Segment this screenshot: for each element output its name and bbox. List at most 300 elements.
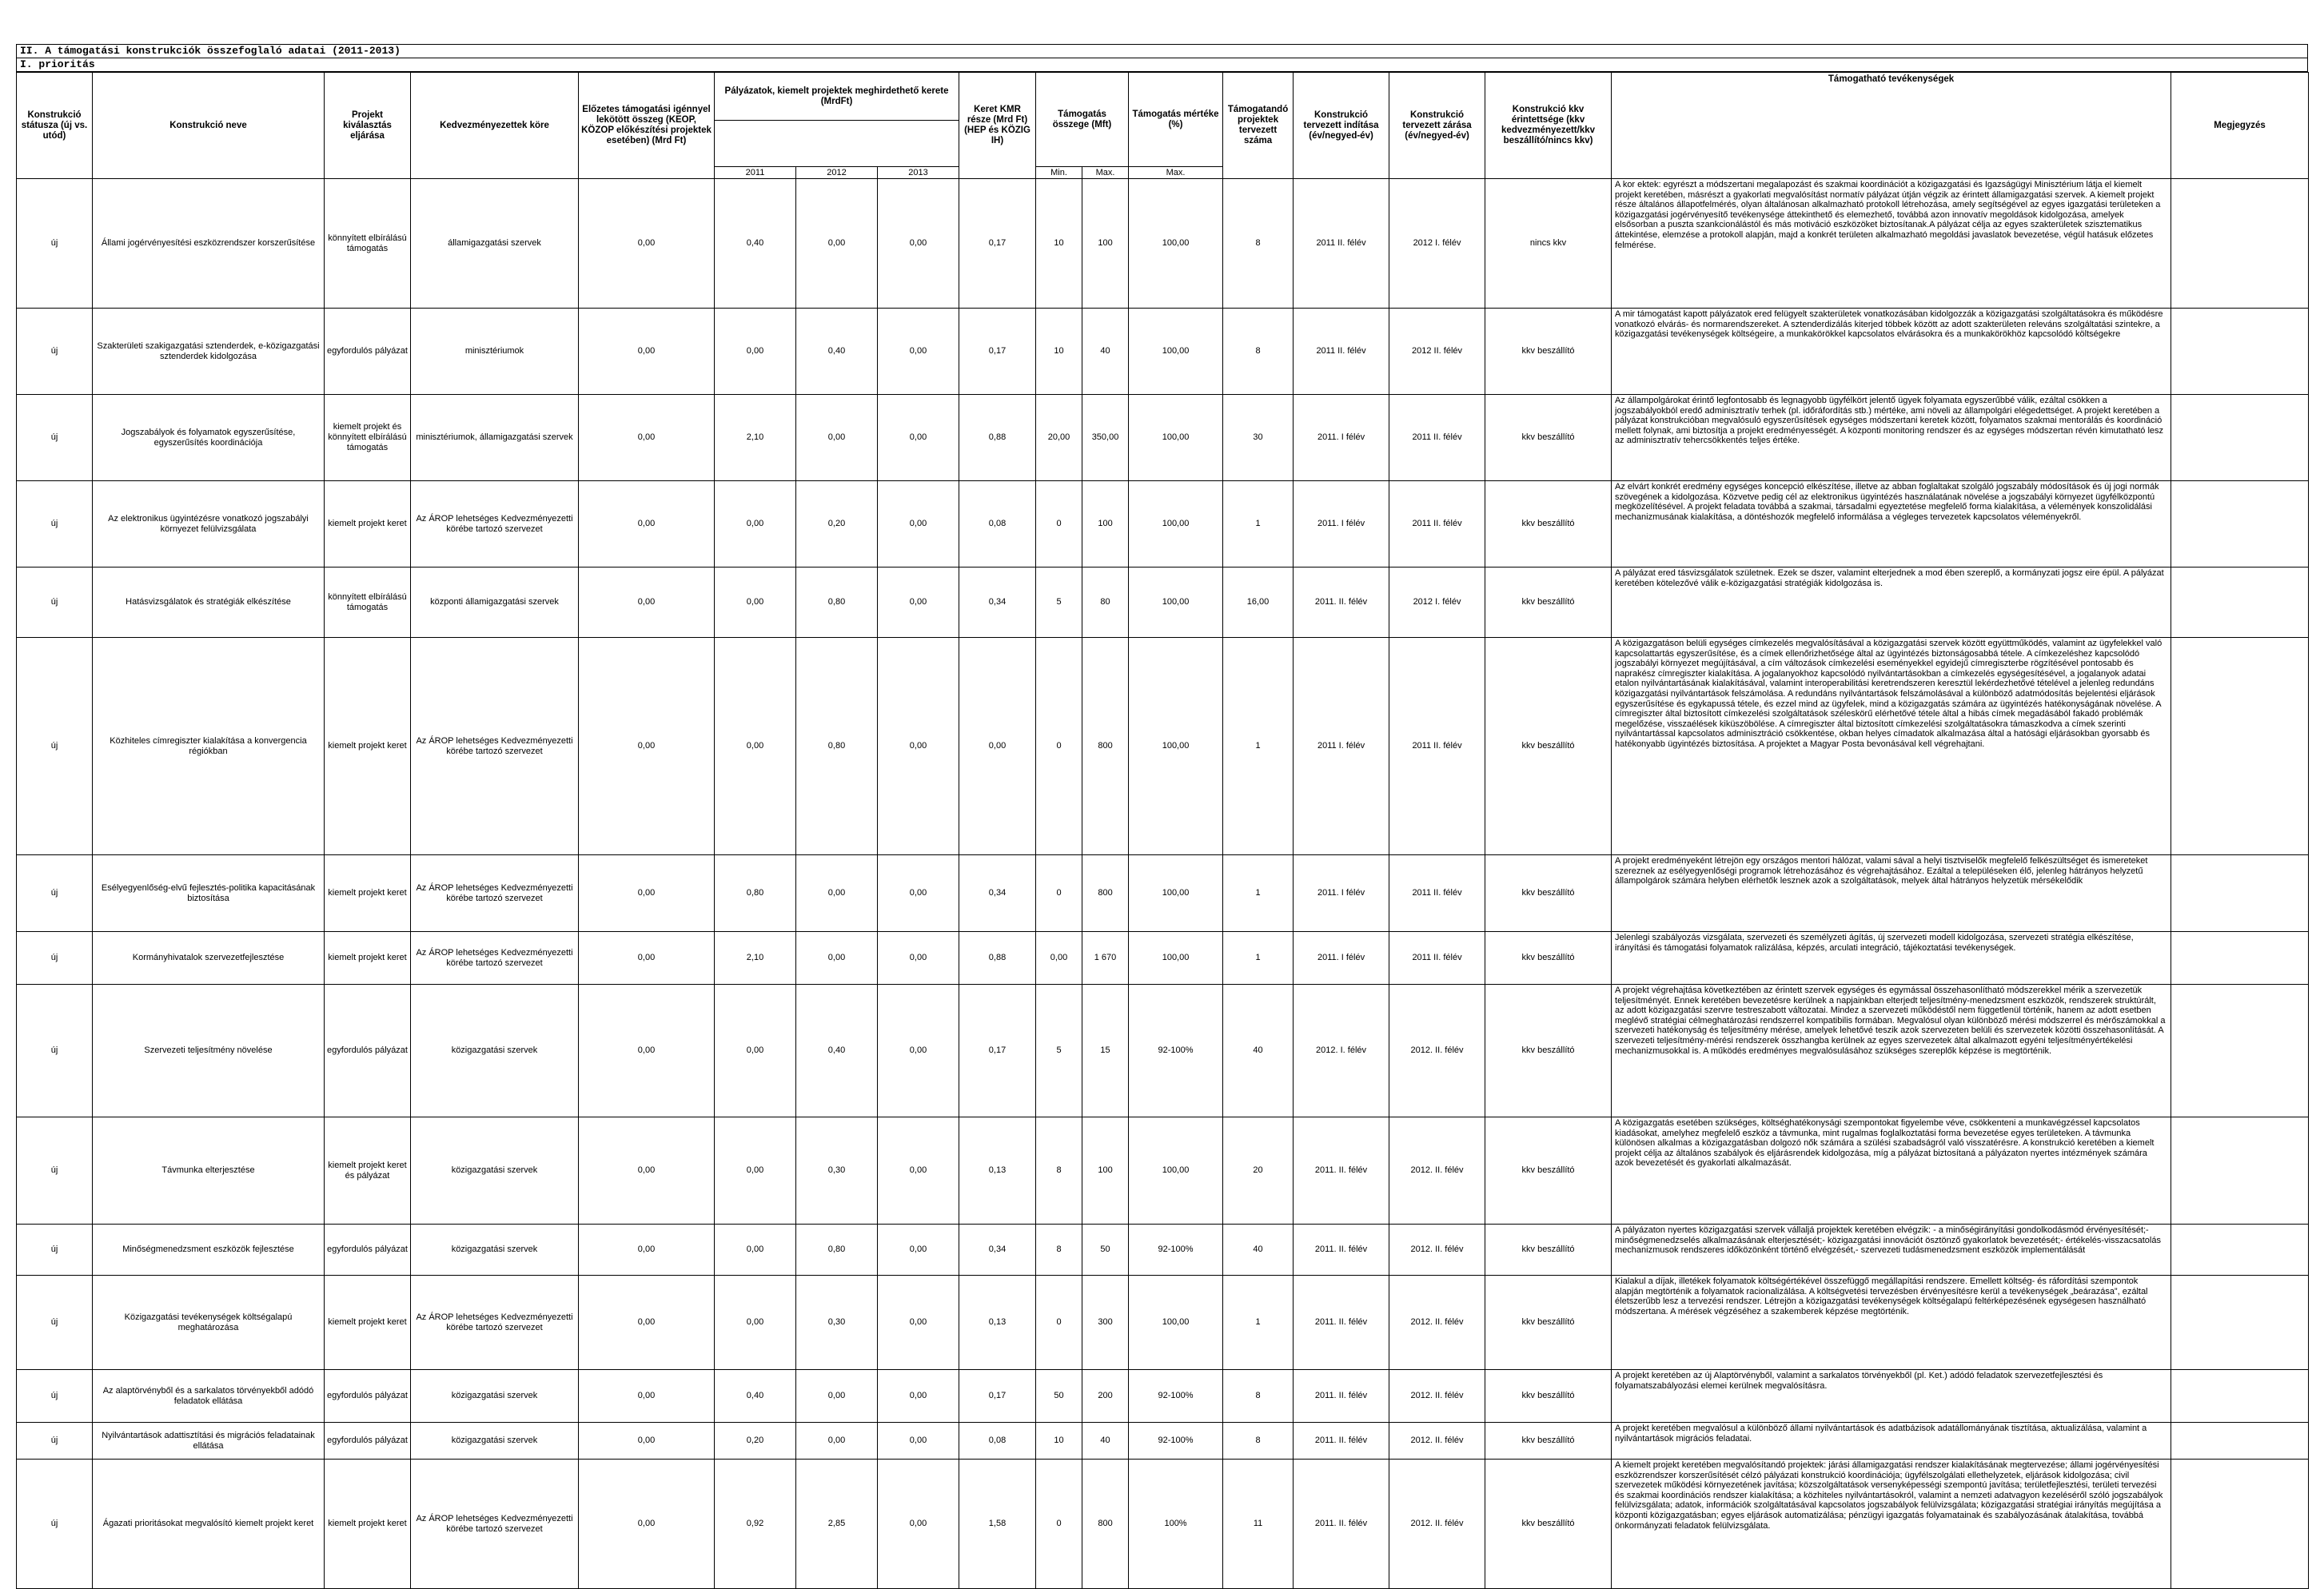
beneficiaries-cell: minisztériumok <box>411 309 579 395</box>
support-min-cell: 10 <box>1036 1423 1082 1460</box>
status-cell: új <box>17 481 93 568</box>
support-min-cell: 10 <box>1036 179 1082 309</box>
closing-cell: 2011 II. félév <box>1389 932 1485 985</box>
col-prior-commitment-header: Előzetes támogatási igénnyel lekötött összeg (KEOP, KÖZOP előkészítési projektek esetében) (Mrd Ft) <box>579 73 715 179</box>
kkv-cell: kkv beszállító <box>1485 395 1612 481</box>
selection-cell: kiemelt projekt keret <box>325 1460 411 1589</box>
prior-commitment-cell: 0,00 <box>579 1276 715 1370</box>
kkv-cell: kkv beszállító <box>1485 855 1612 932</box>
closing-cell: 2012 I. félév <box>1389 179 1485 309</box>
remarks-cell <box>2171 1370 2309 1423</box>
name-cell: Távmunka elterjesztése <box>93 1117 325 1225</box>
name-cell: Közigazgatási tevékenységek költségalapú meghatározása <box>93 1276 325 1370</box>
table-row <box>17 395 2309 481</box>
remarks-cell <box>2171 855 2309 932</box>
activities-cell: Az elvárt konkrét eredmény egységes koncepció elkészítése, illetve az abban foglaltakat szolgáló jogszabály módosítások és új jogi normák szövegének a kidolgozása. Közvetve pedig cél az elektronikus ügyintézés használatának növelése a jogszabályi környezet ügyfélközpontú megközelítésével. A projekt feladata továbbá a szakmai, társadalmi egyeztetése megfelelő forma kialakítása, a vélemények konszolidálási mechanizmusának kialakítása, a döntéshozók megfelelő informálása a végleges tervezetek kapcsolatos véleményekről. <box>1612 481 2171 568</box>
status-cell: új <box>17 309 93 395</box>
closing-cell: 2012. II. félév <box>1389 1423 1485 1460</box>
support-max-cell: 100 <box>1082 179 1129 309</box>
kkv-cell: kkv beszállító <box>1485 1370 1612 1423</box>
support-max-cell: 40 <box>1082 1423 1129 1460</box>
name-cell: Hatásvizsgálatok és stratégiák elkészítése <box>93 568 325 638</box>
prior-commitment-cell: 0,00 <box>579 985 715 1117</box>
support-min-cell: 0,00 <box>1036 932 1082 985</box>
remarks-cell <box>2171 932 2309 985</box>
year-2011-cell: 0,92 <box>715 1460 796 1589</box>
kmr-share-cell: 1,58 <box>959 1460 1036 1589</box>
remarks-cell <box>2171 1117 2309 1225</box>
year-2012-cell: 0,80 <box>796 1225 878 1276</box>
table-row <box>17 638 2309 855</box>
planned-projects-cell: 16,00 <box>1223 568 1294 638</box>
year-2013-cell: 0,00 <box>878 395 959 481</box>
name-cell: Minőségmenedzsment eszközök fejlesztése <box>93 1225 325 1276</box>
prior-commitment-cell: 0,00 <box>579 1370 715 1423</box>
activities-cell: A kor ektek: egyrészt a módszertani megalapozást és szakmai koordinációt a közigazgatási és Igazságügyi Minisztérium látja el kiemelt projekt keretében, másrészt a gyakorlati megvalósítást normatív pályázat útján végzik az érintett államigazgatási szervek. A kiemelt projekt része általános állapotfelmérés, olyan általánosan alkalmazható protokoll létrehozása, amely segítségével az egyes igazgatási területeken a közigazgatási jogérvényesítő tevékenysége áttekinthető és elemezhető, továbbá azon innovatív megoldások kidolgozása, amelyek elsősorban a puszta szankcionálástól és más motiváció eszközöket biztosítanak.A pályázat célja az egyes szakterületek szisztematikus áttekintése, elemzése a protokoll alapján, majd a konkrét területen alkalmazható megoldási javaslatok bevezetése, végül hatásuk előzetes felmérése. <box>1612 179 2171 309</box>
year-2011-cell: 0,00 <box>715 1225 796 1276</box>
support-rate-cell: 100,00 <box>1129 638 1223 855</box>
prior-commitment-cell: 0,00 <box>579 568 715 638</box>
selection-cell: kiemelt projekt keret <box>325 638 411 855</box>
support-max-cell: 350,00 <box>1082 395 1129 481</box>
launch-cell: 2011. II. félév <box>1294 1276 1389 1370</box>
support-rate-cell: 100,00 <box>1129 855 1223 932</box>
planned-projects-cell: 40 <box>1223 985 1294 1117</box>
beneficiaries-cell: közigazgatási szervek <box>411 1117 579 1225</box>
year-2012-cell: 0,30 <box>796 1117 878 1225</box>
year-2011-header: 2011 <box>715 167 796 179</box>
beneficiaries-cell: közigazgatási szervek <box>411 985 579 1117</box>
col-support-rate-header: Támogatás mértéke (%) <box>1129 73 1223 167</box>
status-cell: új <box>17 855 93 932</box>
launch-cell: 2012. I. félév <box>1294 985 1389 1117</box>
support-max-header: Max. <box>1082 167 1129 179</box>
col-kmr-share-header: Keret KMR része (Mrd Ft) (HEP és KÖZIG IH) <box>959 73 1036 179</box>
status-cell: új <box>17 1460 93 1589</box>
col-closing-header: Konstrukció tervezett zárása (év/negyed-év) <box>1389 73 1485 179</box>
name-cell: Állami jogérvényesítési eszközrendszer korszerűsítése <box>93 179 325 309</box>
support-rate-cell: 92-100% <box>1129 985 1223 1117</box>
support-rate-cell: 100% <box>1129 1460 1223 1589</box>
support-max-cell: 40 <box>1082 309 1129 395</box>
closing-cell: 2012. II. félév <box>1389 985 1485 1117</box>
support-min-cell: 0 <box>1036 855 1082 932</box>
priority-title: I. prioritás <box>16 58 2308 72</box>
year-2012-cell: 0,80 <box>796 638 878 855</box>
year-2013-cell: 0,00 <box>878 309 959 395</box>
closing-cell: 2011 II. félév <box>1389 395 1485 481</box>
status-cell: új <box>17 1225 93 1276</box>
selection-cell: könnyített elbírálású támogatás <box>325 179 411 309</box>
status-cell: új <box>17 1370 93 1423</box>
launch-cell: 2011. I félév <box>1294 395 1389 481</box>
beneficiaries-cell: Az ÁROP lehetséges Kedvezményezetti körébe tartozó szervezet <box>411 481 579 568</box>
table-row <box>17 985 2309 1117</box>
status-cell: új <box>17 1117 93 1225</box>
col-kkv-header: Konstrukció kkv érintettsége (kkv kedvezményezett/kkv beszállító/nincs kkv) <box>1485 73 1612 179</box>
year-2013-cell: 0,00 <box>878 855 959 932</box>
table-body <box>17 179 2309 1589</box>
launch-cell: 2011. II. félév <box>1294 1423 1389 1460</box>
year-2011-cell: 0,00 <box>715 1276 796 1370</box>
planned-projects-cell: 20 <box>1223 1117 1294 1225</box>
kmr-share-cell: 0,34 <box>959 1225 1036 1276</box>
prior-commitment-cell: 0,00 <box>579 1460 715 1589</box>
name-cell: Az elektronikus ügyintézésre vonatkozó jogszabályi környezet felülvizsgálata <box>93 481 325 568</box>
section-title: II. A támogatási konstrukciók összefoglaló adatai (2011-2013) <box>16 44 2308 58</box>
year-2012-cell: 0,00 <box>796 932 878 985</box>
launch-cell: 2011. II. félév <box>1294 1117 1389 1225</box>
prior-commitment-cell: 0,00 <box>579 1117 715 1225</box>
remarks-cell <box>2171 638 2309 855</box>
selection-cell: kiemelt projekt keret és pályázat <box>325 1117 411 1225</box>
year-2011-cell: 0,40 <box>715 1370 796 1423</box>
year-2011-cell: 2,10 <box>715 932 796 985</box>
year-2011-cell: 0,00 <box>715 309 796 395</box>
prior-commitment-cell: 0,00 <box>579 395 715 481</box>
year-2013-cell: 0,00 <box>878 985 959 1117</box>
year-2013-cell: 0,00 <box>878 1117 959 1225</box>
selection-cell: egyfordulós pályázat <box>325 1225 411 1276</box>
kkv-cell: kkv beszállító <box>1485 309 1612 395</box>
support-rate-cell: 100,00 <box>1129 309 1223 395</box>
planned-projects-cell: 11 <box>1223 1460 1294 1589</box>
year-2013-cell: 0,00 <box>878 1276 959 1370</box>
name-cell: Esélyegyenlőség-elvű fejlesztés-politika kapacitásának biztosítása <box>93 855 325 932</box>
closing-cell: 2012. II. félév <box>1389 1276 1485 1370</box>
year-2013-cell: 0,00 <box>878 1460 959 1589</box>
year-2011-cell: 2,10 <box>715 395 796 481</box>
support-min-cell: 0 <box>1036 481 1082 568</box>
selection-cell: egyfordulós pályázat <box>325 1370 411 1423</box>
support-min-cell: 0 <box>1036 1276 1082 1370</box>
year-2012-cell: 0,00 <box>796 179 878 309</box>
support-max-cell: 80 <box>1082 568 1129 638</box>
status-cell: új <box>17 395 93 481</box>
year-2013-cell: 0,00 <box>878 568 959 638</box>
support-rate-cell: 100,00 <box>1129 481 1223 568</box>
activities-cell: Jelenlegi szabályozás vizsgálata, szervezeti és személyzeti ágítás, új szervezeti modell kidolgozása, szervezeti stratégia elkészítése, irányítási és támogatási folyamatok ralizálása, képzés, arculati integráció, tájékoztatási tevékenységek. <box>1612 932 2171 985</box>
table-row <box>17 1276 2309 1370</box>
kkv-cell: nincs kkv <box>1485 179 1612 309</box>
remarks-cell <box>2171 1276 2309 1370</box>
support-rate-cell: 92-100% <box>1129 1225 1223 1276</box>
name-cell: Közhiteles címregiszter kialakítása a konvergencia régiókban <box>93 638 325 855</box>
kkv-cell: kkv beszállító <box>1485 1225 1612 1276</box>
support-rate-cell: 100,00 <box>1129 568 1223 638</box>
support-min-cell: 8 <box>1036 1117 1082 1225</box>
activities-cell: A közigazgatás esetében szükséges, költséghatékonysági szempontokat figyelembe véve, csökkenteni a munkavégzéssel kapcsolatos kiadásokat, amelyhez megfelelő eszköz a távmunka, mint rugalmas foglalkoztatási forma bevezetése egyes területeken. A távmunka különösen alkalmas a közigazgatásban dolgozó nők számára a szülési szabadságról való visszatérésre. A konstrukció keretében a kiemelt projekt célja az általános szabályok és eljárásrendek kidolgozása, míg a pályázat biztosítaná a pályázaton nyertes intézmények számára azok bevezetését és gyakorlati alkalmazását. <box>1612 1117 2171 1225</box>
kmr-share-cell: 0,34 <box>959 568 1036 638</box>
name-cell: Szakterületi szakigazgatási sztenderdek, e-közigazgatási sztenderdek kidolgozása <box>93 309 325 395</box>
year-2012-cell: 0,00 <box>796 395 878 481</box>
year-2012-cell: 2,85 <box>796 1460 878 1589</box>
support-min-cell: 8 <box>1036 1225 1082 1276</box>
launch-cell: 2011. II. félév <box>1294 1225 1389 1276</box>
support-max-cell: 100 <box>1082 1117 1129 1225</box>
table-row <box>17 568 2309 638</box>
activities-cell: A mir támogatást kapott pályázatok ered felügyelt szakterületek vonatkozásában kidolgozzák a közigazgatási szolgáltatásokra és működésre vonatkozó elvárás- és normarendszereket. A sztenderdizálás kiterjed többek között az adott szakterületen releváns szolgáltatási szintekre, a közigazgatási tevékenységek költségeire, a munkakörökkel kapcsolatos elvárásokra és a munkakörökhöz kapcsolódó költségekre <box>1612 309 2171 395</box>
activities-cell: A közigazgatáson belüli egységes címkezelés megvalósításával a közigazgatási szervek között együttműködés, valamint az ügyfelekkel való kapcsolattartás egyszerűsítése, és a címek ellenőrizhetősége által az ügyintézés biztonságosabbá tétele. A címkezeléshez kapcsolódó jogszabályi környezet megújításával, a cím változások címkezelési eseményekkel egyidejű címregiszterbe rögzítésével pontosabb és naprakész címregiszter kialakítása. A jogalanyokhoz kapcsolódó nyilvántartásokban a címkezelés egységesítésével, a jogalanyok adatai etalon nyilvántartásának kialakításával, valamint interoperabilitási keretrendszeren keresztül lekérdezhetővé tételével a jelenleg redundáns közigazgatási nyilvántartások felszámolása. A redundáns nyilvántartások felszámolásával a különböző adatmódosítás bejelentési eljárások egyszerűsítése és egykapussá tétele, és ezzel mind az ügyfelek, mind a közigazgatás számára az ügyintézés hatékonyságának növelése. A címregiszter által biztosított címkezelési szolgáltatások széleskörű elérhetővé tétele által a hibás címek megadásából fakadó problémák megelőzése, visszaélések kiküszöbölése. A címregiszter által biztosított címkezelési szolgáltatásokra támaszkodva a címek szerinti nyilvántartással kapcsolatos adminisztráció csökkentése, okban helyes címadatok alkalmazása által a hatósági eljárásokban gyorsabb és hatékonyabb ügyintézés biztosítása. A projektet a Magyar Posta bevonásával kell végrehajtani. <box>1612 638 2171 855</box>
col-status-header: Konstrukció státusza (új vs. utód) <box>17 73 93 179</box>
support-max-cell: 300 <box>1082 1276 1129 1370</box>
year-2013-cell: 0,00 <box>878 481 959 568</box>
remarks-cell <box>2171 1460 2309 1589</box>
closing-cell: 2012. II. félév <box>1389 1370 1485 1423</box>
beneficiaries-cell: közigazgatási szervek <box>411 1423 579 1460</box>
remarks-cell <box>2171 395 2309 481</box>
beneficiaries-cell: Az ÁROP lehetséges Kedvezményezetti körébe tartozó szervezet <box>411 1276 579 1370</box>
support-min-cell: 5 <box>1036 568 1082 638</box>
launch-cell: 2011. I félév <box>1294 481 1389 568</box>
table-row <box>17 309 2309 395</box>
rate-max-header: Max. <box>1129 167 1223 179</box>
beneficiaries-cell: Az ÁROP lehetséges Kedvezményezetti körébe tartozó szervezet <box>411 638 579 855</box>
support-rate-cell: 100,00 <box>1129 932 1223 985</box>
closing-cell: 2012. II. félév <box>1389 1460 1485 1589</box>
year-2012-cell: 0,30 <box>796 1276 878 1370</box>
kkv-cell: kkv beszállító <box>1485 1423 1612 1460</box>
launch-cell: 2011 I. félév <box>1294 638 1389 855</box>
kkv-cell: kkv beszállító <box>1485 985 1612 1117</box>
name-cell: Nyilvántartások adattisztítási és migrációs feladatainak ellátása <box>93 1423 325 1460</box>
name-cell: Kormányhivatalok szervezetfejlesztése <box>93 932 325 985</box>
remarks-cell <box>2171 481 2309 568</box>
kmr-share-cell: 0,08 <box>959 1423 1036 1460</box>
activities-cell: A projekt keretében megvalósul a különböző állami nyilvántartások és adatbázisok adatállományának tisztítása, aktualizálása, valamint a nyilvántartások migrációs feladatai. <box>1612 1423 2171 1460</box>
selection-cell: egyfordulós pályázat <box>325 1423 411 1460</box>
name-cell: Az alaptörvényből és a sarkalatos törvényekből adódó feladatok ellátása <box>93 1370 325 1423</box>
beneficiaries-cell: államigazgatási szervek <box>411 179 579 309</box>
col-launch-header: Konstrukció tervezett indítása (év/negyed-év) <box>1294 73 1389 179</box>
support-max-cell: 200 <box>1082 1370 1129 1423</box>
table-row <box>17 1370 2309 1423</box>
selection-cell: könnyített elbírálású támogatás <box>325 568 411 638</box>
kkv-cell: kkv beszállító <box>1485 1117 1612 1225</box>
remarks-cell <box>2171 985 2309 1117</box>
col-activities-header: Támogatható tevékenységek <box>1612 73 2171 179</box>
selection-cell: egyfordulós pályázat <box>325 309 411 395</box>
table-row <box>17 1117 2309 1225</box>
support-max-cell: 800 <box>1082 1460 1129 1589</box>
remarks-cell <box>2171 1225 2309 1276</box>
status-cell: új <box>17 179 93 309</box>
support-max-cell: 100 <box>1082 481 1129 568</box>
table-row <box>17 179 2309 309</box>
launch-cell: 2011 II. félév <box>1294 179 1389 309</box>
beneficiaries-cell: Az ÁROP lehetséges Kedvezményezetti körébe tartozó szervezet <box>411 932 579 985</box>
name-cell: Ágazati prioritásokat megvalósító kiemelt projekt keret <box>93 1460 325 1589</box>
kmr-share-cell: 0,17 <box>959 1370 1036 1423</box>
year-2012-cell: 0,20 <box>796 481 878 568</box>
closing-cell: 2011 II. félév <box>1389 855 1485 932</box>
kmr-share-cell: 0,08 <box>959 481 1036 568</box>
beneficiaries-cell: minisztériumok, államigazgatási szervek <box>411 395 579 481</box>
support-max-cell: 1 670 <box>1082 932 1129 985</box>
table-row <box>17 1423 2309 1460</box>
planned-projects-cell: 1 <box>1223 932 1294 985</box>
name-cell: Jogszabályok és folyamatok egyszerűsítése, egyszerűsítés koordinációja <box>93 395 325 481</box>
selection-cell: kiemelt projekt keret <box>325 855 411 932</box>
year-2011-cell: 0,00 <box>715 638 796 855</box>
support-rate-cell: 100,00 <box>1129 395 1223 481</box>
col-beneficiaries-header: Kedvezményezettek köre <box>411 73 579 179</box>
year-2011-cell: 0,20 <box>715 1423 796 1460</box>
year-2012-cell: 0,00 <box>796 855 878 932</box>
year-2012-cell: 0,00 <box>796 1423 878 1460</box>
year-2011-cell: 0,80 <box>715 855 796 932</box>
support-rate-cell: 100,00 <box>1129 1276 1223 1370</box>
year-2013-header: 2013 <box>878 167 959 179</box>
year-2011-cell: 0,00 <box>715 568 796 638</box>
prior-commitment-cell: 0,00 <box>579 1225 715 1276</box>
activities-cell: A projekt keretében az új Alaptörvényből, valamint a sarkalatos törvényekből (pl. Ket.) adódó feladatok szervezetfejlesztési és folyamatszabályozási elemei kerülnek megvalósításra. <box>1612 1370 2171 1423</box>
col-calls-frame-header: Pályázatok, kiemelt projektek meghirdethető kerete (MrdFt) <box>715 73 959 121</box>
status-cell: új <box>17 985 93 1117</box>
col-name-header: Konstrukció neve <box>93 73 325 179</box>
col-selection-header: Projekt kiválasztás eljárása <box>325 73 411 179</box>
activities-cell: A projekt eredményeként létrejön egy országos mentori hálózat, valami sával a helyi tisztviselők megfelelő felkészültséget és ismereteket szereznek az esélyegyenlőségi programok létrehozásához és végrehajtásához. Ezáltal a településeken élő, jelenleg hátrányos helyzetű állampolgárok számára helyben elérhetők lesznek azok a szolgáltatások, melyek által hátrányos helyzetük mérsékelődik <box>1612 855 2171 932</box>
kkv-cell: kkv beszállító <box>1485 1460 1612 1589</box>
planned-projects-cell: 1 <box>1223 1276 1294 1370</box>
year-2011-cell: 0,00 <box>715 1117 796 1225</box>
beneficiaries-cell: Az ÁROP lehetséges Kedvezményezetti körébe tartozó szervezet <box>411 1460 579 1589</box>
support-max-cell: 800 <box>1082 855 1129 932</box>
planned-projects-cell: 30 <box>1223 395 1294 481</box>
planned-projects-cell: 8 <box>1223 1423 1294 1460</box>
selection-cell: kiemelt projekt keret <box>325 1276 411 1370</box>
year-2012-header: 2012 <box>796 167 878 179</box>
selection-cell: egyfordulós pályázat <box>325 985 411 1117</box>
kmr-share-cell: 0,13 <box>959 1276 1036 1370</box>
activities-cell: A pályázat ered tásvizsgálatok születnek. Ezek se dszer, valamint elterjednek a mod ében szereplő, a kormányzati jogsz eire épül. A pályázat keretében kötelezővé válik e-közigazgatási stratégiák kidolgozása is. <box>1612 568 2171 638</box>
beneficiaries-cell: közigazgatási szervek <box>411 1225 579 1276</box>
year-2012-cell: 0,00 <box>796 1370 878 1423</box>
prior-commitment-cell: 0,00 <box>579 932 715 985</box>
year-2013-cell: 0,00 <box>878 1370 959 1423</box>
closing-cell: 2012 I. félév <box>1389 568 1485 638</box>
support-rate-cell: 100,00 <box>1129 1117 1223 1225</box>
planned-projects-cell: 8 <box>1223 309 1294 395</box>
table-row <box>17 1460 2309 1589</box>
activities-cell: Az állampolgárokat érintő legfontosabb és legnagyobb ügyfélkört jelentő ügyek folyamata egyszerűbbé válik, ezáltal csökken a jogszabályokból eredő adminisztratív terhek (pl. időráfordítás stb.) mértéke, ami növeli az állampolgári elégedettséget. A projekt keretében a pályázat konstrukcióban megvalósuló egyszerűsítések egységes módszertani keretek között, folyamatos szakmai mentorálás és koordináció mellett folynak, ami biztosítja a projekt eredményességét. A központi monitoring rendszer és az egységes módszertan révén kimutatható lesz az adminisztratív tehercsökkentés teljes értéke. <box>1612 395 2171 481</box>
year-2013-cell: 0,00 <box>878 179 959 309</box>
planned-projects-cell: 1 <box>1223 855 1294 932</box>
year-2011-cell: 0,00 <box>715 985 796 1117</box>
year-2012-cell: 0,40 <box>796 309 878 395</box>
support-min-cell: 20,00 <box>1036 395 1082 481</box>
year-2011-cell: 0,40 <box>715 179 796 309</box>
activities-cell: Kialakul a díjak, illetékek folyamatok költségértékével összefüggő megállapítási rendszere. Emellett költség- és ráfordítási szempontok alapján megtörténik a folyamatok racionalizálása. A költségvetési tervezésben érvényesítésre kerül a tevékenységek „beárazása”, ezáltal életszerűbb lesz a tervezési rendszer. Létrejön a közigazgatási tevékenységek költségalapú feltérképezésének egységesen használható módszertana. A mérések végzéséhez a szakemberek képzése megtörténik. <box>1612 1276 2171 1370</box>
year-2013-cell: 0,00 <box>878 1225 959 1276</box>
support-min-header: Min. <box>1036 167 1082 179</box>
col-support-amount-header: Támogatás összege (Mft) <box>1036 73 1129 167</box>
support-min-cell: 5 <box>1036 985 1082 1117</box>
support-min-cell: 0 <box>1036 1460 1082 1589</box>
table-row <box>17 855 2309 932</box>
remarks-cell <box>2171 179 2309 309</box>
closing-cell: 2012 II. félév <box>1389 309 1485 395</box>
prior-commitment-cell: 0,00 <box>579 309 715 395</box>
closing-cell: 2012. II. félév <box>1389 1117 1485 1225</box>
kkv-cell: kkv beszállító <box>1485 932 1612 985</box>
table-row <box>17 932 2309 985</box>
kmr-share-cell: 0,17 <box>959 309 1036 395</box>
activities-cell: A kiemelt projekt keretében megvalósítandó projektek: járási államigazgatási rendszer kialakításának megtervezése; állami jogérvényesítési eszközrendszer korszerűsítését célzó pályázati konstrukció koordinációja; ügyfélszolgálati ellethelyzetek, eljárások kidolgozása; civil szervezetek működési környezetének javítása; közszolgáltatások versenyképességi szempontú javítása; területfejlesztési, területi tervezési és szakmai koordinációs rendszer kialakítása; a közhiteles nyilvántartásokról, valamint a nemzeti adatvagyon kezeléséről szóló jogszabályok felülvizsgálata; adatok, információk szolgáltatásával kapcsolatos jogszabályok felülvizsgálata; közigazgatási stratégiai irányítás megújítása a központi közigazgatásban; egyes eljárások automatizálása; pénzügyi igazgatás folyamatainak és szabályozásának átalakítása, továbbá önkormányzati feladatok felülvizsgálata. <box>1612 1460 2171 1589</box>
selection-cell: kiemelt projekt keret <box>325 481 411 568</box>
prior-commitment-cell: 0,00 <box>579 481 715 568</box>
prior-commitment-cell: 0,00 <box>579 638 715 855</box>
kmr-share-cell: 0,00 <box>959 638 1036 855</box>
support-max-cell: 15 <box>1082 985 1129 1117</box>
planned-projects-cell: 40 <box>1223 1225 1294 1276</box>
year-2013-cell: 0,00 <box>878 638 959 855</box>
support-rate-cell: 100,00 <box>1129 179 1223 309</box>
remarks-cell <box>2171 1423 2309 1460</box>
support-min-cell: 10 <box>1036 309 1082 395</box>
activities-cell: A projekt végrehajtása következtében az érintett szervek egységes és egymással összehasonlítható módszerekkel mérik a szervezetük teljesítményét. Ennek keretében bevezetésre kerülnek a napjainkban elterjedt teljesítmény-menedzsment eszközök, rendszerek struktúrált, az adott közigazgatási szervre testreszabott változatai. Mindez a szervezeti működéstől nem függetlenül történik, hanem az adott esetben meglévő stratégiai célmeghatározási rendszerrel kompatibilis formában. Megvalósul olyan különböző mérési módszerrel és mérőszámokkal a szervezeti hatékonyság és teljesítmény mérése, amelyek lehetővé teszik azok szervezeten belüli és szervezetek közötti összehasonlítását. A szervezeti teljesítmény-mérési rendszerek összhangba kerülnek az egyes szervezetek által alkalmazott egyéni teljesítményértékelési mechanizmusokkal is. A működés eredményes megvalósulásához szükséges szereplők képzése is megtörténik. <box>1612 985 2171 1117</box>
closing-cell: 2011 II. félév <box>1389 638 1485 855</box>
kmr-share-cell: 0,17 <box>959 985 1036 1117</box>
selection-cell: kiemelt projekt és könnyített elbírálású támogatás <box>325 395 411 481</box>
constructions-table <box>16 72 2309 1589</box>
selection-cell: kiemelt projekt keret <box>325 932 411 985</box>
support-rate-cell: 92-100% <box>1129 1423 1223 1460</box>
support-rate-cell: 92-100% <box>1129 1370 1223 1423</box>
status-cell: új <box>17 568 93 638</box>
name-cell: Szervezeti teljesítmény növelése <box>93 985 325 1117</box>
year-2011-cell: 0,00 <box>715 481 796 568</box>
year-2012-cell: 0,80 <box>796 568 878 638</box>
planned-projects-cell: 1 <box>1223 638 1294 855</box>
table-row <box>17 1225 2309 1276</box>
beneficiaries-cell: központi államigazgatási szervek <box>411 568 579 638</box>
status-cell: új <box>17 1276 93 1370</box>
prior-commitment-cell: 0,00 <box>579 179 715 309</box>
col-planned-projects-header: Támogatandó projektek tervezett száma <box>1223 73 1294 179</box>
remarks-cell <box>2171 568 2309 638</box>
beneficiaries-cell: Az ÁROP lehetséges Kedvezményezetti körébe tartozó szervezet <box>411 855 579 932</box>
closing-cell: 2011 II. félév <box>1389 481 1485 568</box>
launch-cell: 2011. I félév <box>1294 932 1389 985</box>
col-remarks-header: Megjegyzés <box>2171 73 2309 179</box>
launch-cell: 2011. II. félév <box>1294 568 1389 638</box>
summary-sheet <box>16 44 2308 1589</box>
remarks-cell <box>2171 309 2309 395</box>
kkv-cell: kkv beszállító <box>1485 568 1612 638</box>
support-min-cell: 0 <box>1036 638 1082 855</box>
support-max-cell: 50 <box>1082 1225 1129 1276</box>
launch-cell: 2011. II. félév <box>1294 1460 1389 1589</box>
planned-projects-cell: 8 <box>1223 1370 1294 1423</box>
planned-projects-cell: 8 <box>1223 179 1294 309</box>
kmr-share-cell: 0,88 <box>959 932 1036 985</box>
launch-cell: 2011. II. félév <box>1294 1370 1389 1423</box>
prior-commitment-cell: 0,00 <box>579 1423 715 1460</box>
launch-cell: 2011 II. félév <box>1294 309 1389 395</box>
support-min-cell: 50 <box>1036 1370 1082 1423</box>
status-cell: új <box>17 638 93 855</box>
activities-cell: A pályázaton nyertes közigazgatási szervek vállaljá projektek keretében elvégzik: - a minőségirányítási gondolkodásmód érvényesítését;- minőségmenedzselés alkalmazásának elterjesztését;- közigazgatási innovációt ösztönző gyakorlatok bevezetését;- értékelés-visszacsatolás mechanizmusok rendszeres időközönként történő elvégzését,- szervezeti tudásmenedzsment eszközök implementálását <box>1612 1225 2171 1276</box>
year-2013-cell: 0,00 <box>878 1423 959 1460</box>
closing-cell: 2012. II. félév <box>1389 1225 1485 1276</box>
kmr-share-cell: 0,34 <box>959 855 1036 932</box>
status-cell: új <box>17 932 93 985</box>
kkv-cell: kkv beszállító <box>1485 481 1612 568</box>
status-cell: új <box>17 1423 93 1460</box>
support-max-cell: 800 <box>1082 638 1129 855</box>
planned-projects-cell: 1 <box>1223 481 1294 568</box>
